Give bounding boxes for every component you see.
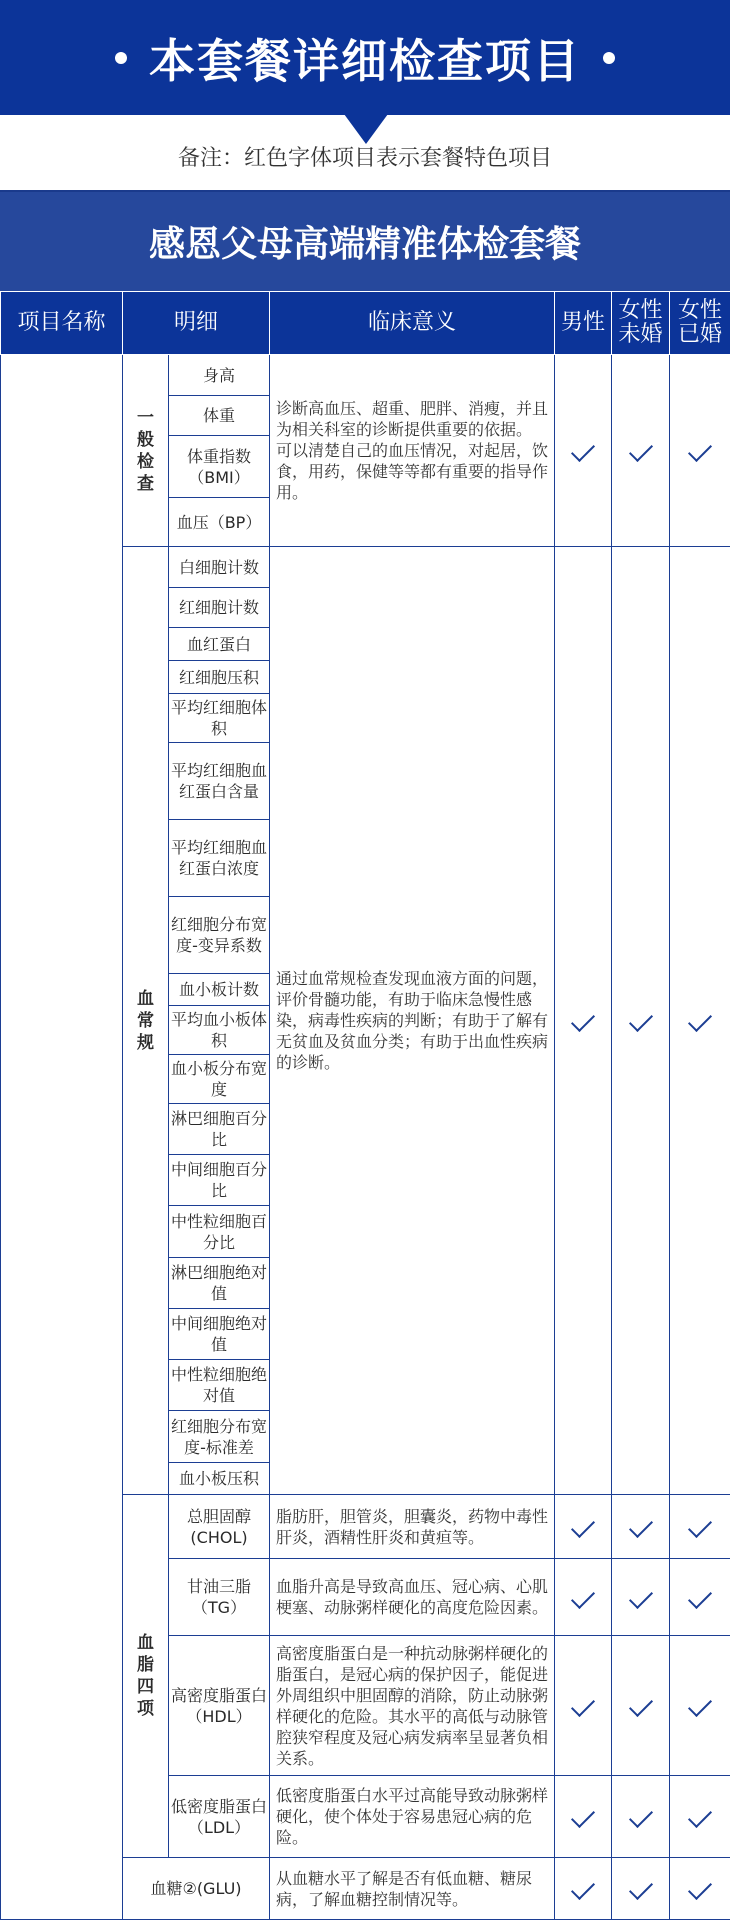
- check-cell-female-married: [670, 1495, 730, 1559]
- detail-item: 甘油三脂（TG）: [169, 1559, 270, 1636]
- detail-item: 低密度脂蛋白（LDL）: [169, 1776, 270, 1858]
- table-body: [1, 355, 730, 1920]
- check-cell-male: [555, 1559, 612, 1636]
- check-cell-female-married: [670, 1559, 730, 1636]
- check-icon: [628, 1584, 652, 1608]
- check-icon: [688, 438, 712, 462]
- detail-item: 红细胞分布宽度-标准差: [169, 1411, 270, 1463]
- check-cell-male: [555, 355, 612, 547]
- category-label: 血脂四项: [137, 1632, 154, 1720]
- check-cell-male: [555, 1495, 612, 1559]
- category-label: 一般检查: [137, 407, 154, 495]
- check-cell-female-unmarried: [612, 1776, 670, 1858]
- check-icon: [628, 1804, 652, 1828]
- col-header-detail: 明细: [123, 292, 270, 355]
- meaning-cell: 通过血常规检查发现血液方面的问题，评价骨髓功能，有助于临床急慢性感染，病毒性疾病的判断；有助于了解有无贫血及贫血分类；有助于出血性疾病的诊断。: [270, 547, 555, 1495]
- detail-item: 高密度脂蛋白（HDL）: [169, 1636, 270, 1776]
- check-icon: [571, 1008, 595, 1032]
- detail-item: 淋巴细胞百分比: [169, 1104, 270, 1155]
- check-icon: [628, 438, 652, 462]
- detail-item: 血压（BP）: [169, 498, 270, 547]
- header-banner: [0, 0, 730, 115]
- page-title: [115, 25, 615, 91]
- category-lipid: [123, 1495, 169, 1858]
- check-cell-male: [555, 547, 612, 1495]
- col-header-name: 项目名称: [1, 292, 123, 355]
- check-icon: [628, 1693, 652, 1717]
- detail-item: 体重: [169, 396, 270, 436]
- detail-item: 总胆固醇(CHOL): [169, 1495, 270, 1559]
- detail-item: 血小板计数: [169, 974, 270, 1006]
- page-title-text: 本套餐详细检查项目: [149, 25, 581, 91]
- detail-item: 中间细胞百分比: [169, 1155, 270, 1206]
- table-header-row: [1, 292, 730, 355]
- check-cell-female-unmarried: [612, 1559, 670, 1636]
- check-icon: [571, 1693, 595, 1717]
- detail-item: 体重指数（BMI）: [169, 436, 270, 498]
- project-name-cell: [1, 355, 123, 1920]
- check-cell-female-unmarried: [612, 1858, 670, 1920]
- check-cell-male: [555, 1858, 612, 1920]
- detail-item: 血小板压积: [169, 1463, 270, 1495]
- col-header-female-unmarried: 女性未婚: [612, 292, 670, 355]
- check-icon: [688, 1584, 712, 1608]
- detail-item: 血小板分布宽度: [169, 1055, 270, 1104]
- check-cell-female-married: [670, 547, 730, 1495]
- check-icon: [571, 1804, 595, 1828]
- check-icon: [688, 1804, 712, 1828]
- detail-item: 红细胞分布宽度-变异系数: [169, 897, 270, 974]
- col-header-male: 男性: [555, 292, 612, 355]
- check-icon: [571, 1514, 595, 1538]
- meaning-cell: 血脂升高是导致高血压、冠心病、心肌梗塞、动脉粥样硬化的高度危险因素。: [270, 1559, 555, 1636]
- detail-item: 平均血小板体积: [169, 1006, 270, 1055]
- category-general: [123, 355, 169, 547]
- check-cell-female-unmarried: [612, 355, 670, 547]
- detail-item: 白细胞计数: [169, 547, 270, 588]
- check-icon: [628, 1514, 652, 1538]
- check-icon: [628, 1008, 652, 1032]
- meaning-cell: 高密度脂蛋白是一种抗动脉粥样硬化的脂蛋白，是冠心病的保护因子，能促进外周组织中胆固醇的消除，防止动脉粥样硬化的危险。其水平的高低与动脉管腔狭窄程度及冠心病发病率呈显著负相关系。: [270, 1636, 555, 1776]
- detail-item: 淋巴细胞绝对值: [169, 1258, 270, 1309]
- detail-item: 中性粒细胞绝对值: [169, 1360, 270, 1411]
- check-icon: [688, 1693, 712, 1717]
- detail-item: 中间细胞绝对值: [169, 1309, 270, 1360]
- category-blood: [123, 547, 169, 1495]
- check-icon: [571, 1876, 595, 1900]
- detail-item: 身高: [169, 355, 270, 396]
- check-icon: [628, 1876, 652, 1900]
- check-icon: [571, 438, 595, 462]
- check-icon: [688, 1876, 712, 1900]
- detail-item: 平均红细胞血红蛋白浓度: [169, 820, 270, 897]
- detail-item: 血红蛋白: [169, 628, 270, 661]
- meaning-cell: 低密度脂蛋白水平过高能导致动脉粥样硬化，使个体处于容易患冠心病的危险。: [270, 1776, 555, 1858]
- col-header-meaning: 临床意义: [270, 292, 555, 355]
- detail-item: 红细胞计数: [169, 588, 270, 628]
- check-cell-female-married: [670, 1776, 730, 1858]
- meaning-cell: 诊断高血压、超重、肥胖、消瘦，并且为相关科室的诊断提供重要的依据。 可以清楚自己的血压情况，对起居，饮食，用药，保健等等都有重要的指导作用。: [270, 355, 555, 547]
- checkup-table: [0, 291, 730, 1920]
- meaning-cell: 脂肪肝，胆管炎，胆囊炎，药物中毒性肝炎，酒精性肝炎和黄疸等。: [270, 1495, 555, 1559]
- col-header-female-married: 女性已婚: [670, 292, 730, 355]
- package-title: 感恩父母高端精准体检套餐: [0, 190, 730, 291]
- check-cell-female-unmarried: [612, 1636, 670, 1776]
- meaning-cell: 从血糖水平了解是否有低血糖、糖尿病，了解血糖控制情况等。: [270, 1858, 555, 1920]
- detail-item: 平均红细胞体积: [169, 694, 270, 743]
- bullet-dot-icon: [603, 52, 615, 64]
- note-text: 备注：红色字体项目表示套餐特色项目: [0, 115, 730, 190]
- check-icon: [688, 1008, 712, 1032]
- check-cell-female-unmarried: [612, 547, 670, 1495]
- check-cell-male: [555, 1636, 612, 1776]
- check-icon: [571, 1584, 595, 1608]
- check-cell-female-married: [670, 1636, 730, 1776]
- detail-item: 平均红细胞血红蛋白含量: [169, 743, 270, 820]
- category-label: 血常规: [137, 988, 154, 1054]
- check-cell-female-married: [670, 1858, 730, 1920]
- check-icon: [688, 1514, 712, 1538]
- check-cell-male: [555, 1776, 612, 1858]
- bullet-dot-icon: [115, 52, 127, 64]
- down-arrow-icon: [344, 114, 388, 144]
- detail-item: 红细胞压积: [169, 661, 270, 694]
- check-cell-female-married: [670, 355, 730, 547]
- check-cell-female-unmarried: [612, 1495, 670, 1559]
- detail-item: 中性粒细胞百分比: [169, 1206, 270, 1258]
- table-row: [1, 355, 730, 396]
- detail-item: 血糖②(GLU): [123, 1858, 270, 1920]
